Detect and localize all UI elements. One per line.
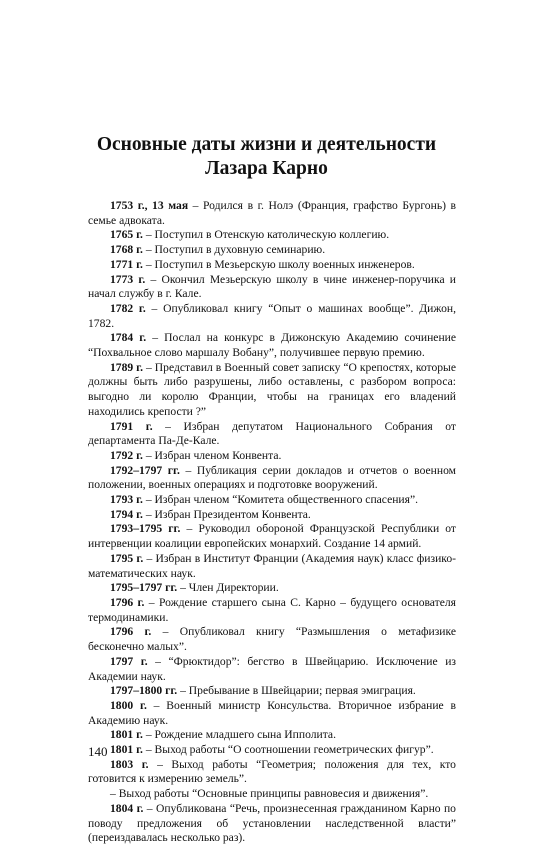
entry-date: 1797 г. [110, 654, 148, 668]
entry-text: – Поступил в духовную семинарию. [142, 243, 326, 257]
entry-date: 1801 г. [110, 743, 143, 757]
entry-text: – Рождение старшего сына С. Карно – будущего основателя термодинамики. [88, 595, 456, 624]
chronology-entry [88, 273, 456, 302]
entry-text: – “Фрюктидор”: бегство в Швейцарию. Исключение из Академии наук. [88, 654, 456, 683]
chronology-entry [88, 464, 456, 493]
chronology-entry [88, 331, 456, 360]
chronology-entry [88, 728, 456, 743]
entry-text: – Послал на конкурс в Дижонскую Академию сочинение “Похвальное слово маршалу Вобану”, получившее первую премию. [88, 331, 456, 360]
entry-date: 1773 г. [110, 272, 146, 286]
entry-text: – Выход работы “Геометрия; положения для тех, кто готовится к измерению земель”. [88, 757, 456, 786]
entry-text: – Член Директории. [177, 581, 279, 595]
chronology-entry [88, 684, 456, 699]
entry-text: – Выход работы “Основные принципы равновесия и движения”. [110, 787, 429, 801]
entry-text: – Публикация серии докладов и отчетов о военном положении, военных операциях и подготовке вооружений. [88, 463, 456, 492]
entry-text: – Опубликована “Речь, произнесенная гражданином Карно по поводу предложения об установлении наследственной власти” (переиздавалась несколько раз). [88, 801, 456, 845]
entry-date: 1789 г. [110, 360, 144, 374]
entry-text: – Поступил в Мезьерскую школу военных инженеров. [142, 257, 415, 271]
chronology-entry [88, 493, 456, 508]
chronology-entry [88, 581, 456, 596]
entry-text: – Избран депутатом Национального Собрания от департамента Па-Де-Кале. [88, 419, 456, 448]
title-line-1: Основные даты жизни и деятельности [96, 134, 437, 155]
chronology-entry [88, 699, 456, 728]
entry-date: 1792–1797 гг. [110, 463, 180, 477]
entry-text: – Пребывание в Швейцарии; первая эмиграция. [177, 684, 416, 698]
chronology-entry [88, 449, 456, 464]
entry-date: 1753 г., 13 мая [110, 199, 189, 212]
chronology-entry [88, 522, 456, 551]
chronology-entry [88, 625, 456, 654]
entry-text: – Избран членом “Комитета общественного спасения”. [142, 493, 419, 507]
entry-date: 1796 г. [110, 595, 145, 609]
title-line-2: Лазара Карно [205, 158, 328, 179]
entry-text: – Избран Президентом Конвента. [142, 507, 311, 521]
entry-date: 1782 г. [110, 301, 146, 315]
chronology-list [88, 199, 456, 846]
entry-text: – Родился в г. Нолэ (Франция, графство Бургонь) в семье адвоката. [88, 199, 456, 227]
chronology-entry [88, 243, 456, 258]
entry-date: 1793–1795 гг. [110, 522, 181, 536]
entry-date: 1796 г. [110, 625, 152, 639]
chronology-entry [88, 596, 456, 625]
entry-text: – Окончил Мезьерскую школу в чине инженер-поручика и начал службу в г. Кале. [88, 272, 456, 301]
entry-date: 1768 г. [110, 243, 143, 257]
entry-date: 1784 г. [110, 331, 147, 345]
entry-date: 1793 г. [110, 493, 143, 507]
entry-text: – Рождение младшего сына Ипполита. [142, 728, 336, 742]
entry-text: – Поступил в Отенскую католическую коллегию. [142, 228, 390, 242]
chronology-entry [88, 361, 456, 420]
entry-date: 1792 г. [110, 448, 143, 462]
chronology-entry [88, 743, 456, 758]
entry-date: 1801 г. [110, 728, 143, 742]
entry-text: – Опубликовал книгу “Размышления о метафизике бесконечно малых”. [88, 625, 456, 654]
chronology-entry [88, 302, 456, 331]
entry-date: 1765 г. [110, 228, 143, 242]
entry-date: 1794 г. [110, 507, 143, 521]
entry-date: 1797–1800 гг. [110, 684, 178, 698]
entry-text: – Выход работы “О соотношении геометрических фигур”. [142, 743, 434, 757]
chronology-entry [88, 508, 456, 523]
entry-date: 1791 г. [110, 419, 153, 433]
page-title [0, 133, 533, 181]
entry-text: – Избран членом Конвента. [142, 448, 282, 462]
entry-date: 1771 г. [110, 257, 143, 271]
chronology-entry [88, 420, 456, 449]
entry-text: – Избран в Институт Франции (Академия наук) класс физико-математических наук. [88, 551, 456, 580]
entry-date: 1795–1797 гг. [110, 581, 178, 595]
chronology-entry [88, 228, 456, 243]
chronology-entry [88, 552, 456, 581]
entry-date: 1803 г. [110, 757, 149, 771]
chronology-entry [88, 758, 456, 787]
chronology-entry [88, 258, 456, 273]
chronology-entry [88, 802, 456, 846]
chronology-entry [88, 199, 456, 228]
entry-date: 1804 г. [110, 801, 144, 815]
chronology-entry [88, 655, 456, 684]
entry-text: – Опубликовал книгу “Опыт о машинах вообще”. Дижон, 1782. [88, 301, 456, 330]
page-number: 140 [88, 744, 108, 759]
entry-text: – Военный министр Консульства. Вторичное избрание в Академию наук. [88, 698, 456, 727]
entry-text: – Представил в Военный совет записку “О крепостях, которые должны быть либо разрушены, либо оставлены, с разбором вопроса: выгодно ли королю Франции, чтобы на границах его владений находились крепости ?” [88, 360, 456, 418]
entry-date: 1800 г. [110, 698, 147, 712]
entry-date: 1795 г. [110, 551, 144, 565]
entry-text: – Руководил обороной Французской Республики от интервенции коалиции европейских монархий. Создание 14 армий. [88, 522, 456, 551]
